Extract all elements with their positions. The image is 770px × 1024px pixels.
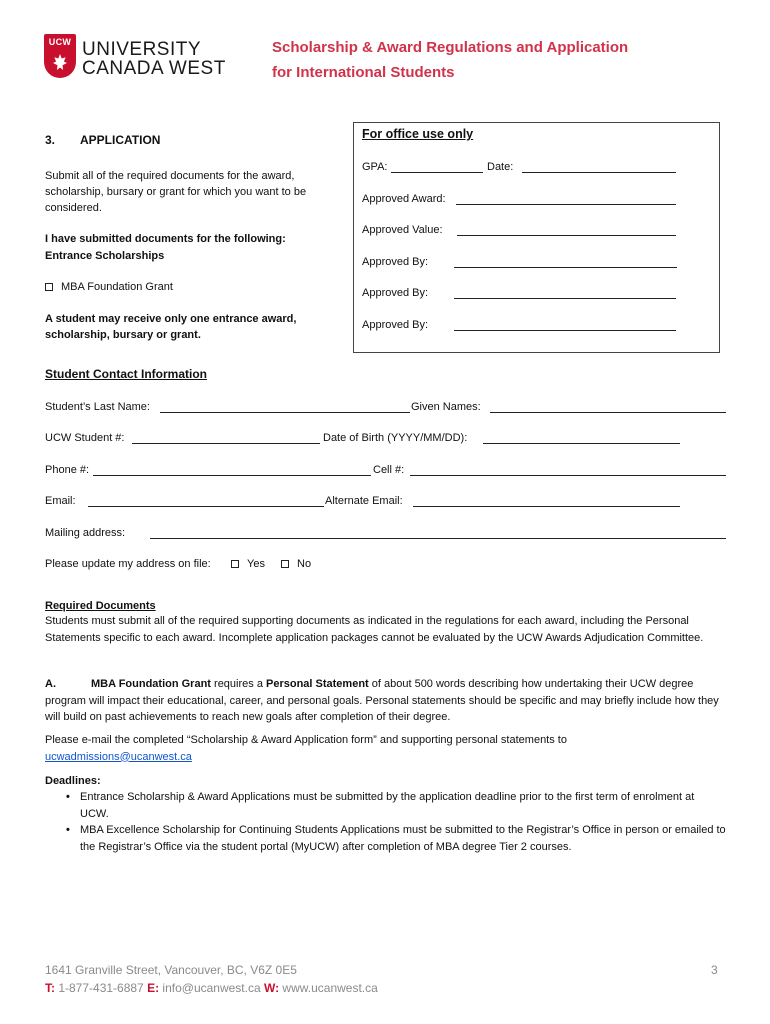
footer-t-label: T:: [45, 981, 55, 995]
footer-email: info@ucanwest.ca: [159, 981, 264, 995]
deadline-item: • Entrance Scholarship & Award Applications must be submitted by the application deadline prior to the first term of enrolment at UCW.: [66, 789, 726, 822]
approved-award-field[interactable]: [456, 193, 676, 205]
mailing-address-field[interactable]: [150, 527, 726, 539]
logo-badge-text: UCW: [48, 37, 72, 47]
submitted-line-1: I have submitted documents for the following:: [45, 233, 286, 245]
admissions-email-link[interactable]: ucwadmissions@ucanwest.ca: [45, 750, 192, 763]
email-note: [45, 732, 735, 765]
given-names-label: Given Names:: [411, 401, 481, 413]
required-docs-text: Students must submit all of the required supporting documents as indicated in the regulations for each award, including the Personal Statements specific to each award. Incomplete application packages cannot be evaluated by the UCW Awards Adjudication Committee.: [45, 615, 704, 644]
option-mba-label: MBA Foundation Grant: [61, 281, 173, 293]
date-label: Date:: [487, 161, 514, 173]
approved-by-field-1[interactable]: [454, 256, 677, 268]
approved-by-label-1: Approved By:: [362, 256, 429, 268]
mailing-address-label: Mailing address:: [45, 527, 126, 539]
footer-w-label: W:: [263, 981, 280, 995]
no-checkbox[interactable]: [281, 560, 289, 568]
cell-label: Cell #:: [373, 464, 405, 476]
office-use-box: [353, 122, 720, 353]
email-field[interactable]: [88, 495, 324, 507]
logo-university: UNIVERSITY: [82, 39, 202, 60]
page-number: 3: [711, 963, 718, 977]
phone-label: Phone #:: [45, 464, 90, 476]
gpa-label: GPA:: [362, 161, 388, 173]
deadlines-list: [66, 789, 726, 855]
footer-address: 1641 Granville Street, Vancouver, BC, V6Z 0E5: [45, 963, 297, 977]
option-mba-foundation[interactable]: [45, 279, 335, 295]
email-label: Email:: [45, 495, 76, 507]
student-number-field[interactable]: [132, 432, 320, 444]
update-yes-option[interactable]: [231, 558, 265, 570]
phone-field[interactable]: [93, 464, 371, 476]
footer-web: www.ucanwest.ca: [279, 981, 378, 995]
title-line-1: Scholarship & Award Regulations and Application: [272, 39, 629, 56]
approved-by-field-2[interactable]: [454, 287, 676, 299]
cell-field[interactable]: [410, 464, 726, 476]
approved-by-field-3[interactable]: [454, 319, 676, 331]
contact-title: Student Contact Information: [45, 367, 207, 381]
dob-label: Date of Birth (YYYY/MM/DD):: [323, 432, 468, 444]
mba-foundation-checkbox[interactable]: [45, 283, 53, 291]
update-no-option[interactable]: [281, 558, 311, 570]
alt-email-field[interactable]: [413, 495, 680, 507]
yes-label: Yes: [247, 558, 265, 570]
deadlines-title: Deadlines:: [45, 775, 101, 787]
grant-text: of about 500 words describing how undertaking their UCW degree program will impact their educational, career, and personal goals. Personal statements should be specific and may briefly include how they will build on past achievements to reach new goals after completion of their degree.: [45, 678, 719, 723]
student-number-label: UCW Student #:: [45, 432, 125, 444]
last-name-label: Student’s Last Name:: [45, 401, 150, 413]
grant-requires: requires a: [210, 678, 266, 690]
update-address-label: Please update my address on file:: [45, 558, 211, 570]
given-names-field[interactable]: [490, 401, 726, 413]
approved-value-field[interactable]: [457, 224, 676, 236]
ucw-logo: [44, 34, 234, 82]
required-docs-title: Required Documents: [45, 600, 156, 612]
last-name-field[interactable]: [160, 401, 410, 413]
footer-contact: [45, 981, 378, 995]
approved-by-label-2: Approved By:: [362, 287, 429, 299]
section-intro: Submit all of the required documents for the award, scholarship, bursary or grant for which you want to be considered.: [45, 170, 307, 214]
no-label: No: [297, 558, 312, 570]
dob-field[interactable]: [483, 432, 680, 444]
section-heading: APPLICATION: [80, 133, 161, 147]
approved-value-label: Approved Value:: [362, 224, 443, 236]
approved-award-label: Approved Award:: [362, 193, 446, 205]
yes-checkbox[interactable]: [231, 560, 239, 568]
date-field[interactable]: [522, 161, 676, 173]
section-number: 3.: [45, 133, 56, 147]
gpa-field[interactable]: [391, 161, 483, 173]
grant-name: MBA Foundation Grant: [91, 678, 211, 690]
entrance-note: A student may receive only one entrance award, scholarship, bursary or grant.: [45, 313, 297, 341]
email-note-text: Please e-mail the completed “Scholarship & Award Application form” and supporting personal statements to: [45, 734, 567, 746]
alt-email-label: Alternate Email:: [325, 495, 403, 507]
maple-leaf-icon: [53, 54, 67, 70]
footer-phone: 1-877-431-6887: [55, 981, 148, 995]
submitted-line-2: Entrance Scholarships: [45, 250, 165, 262]
approved-by-label-3: Approved By:: [362, 319, 429, 331]
logo-canada-west: CANADA WEST: [82, 58, 226, 79]
footer-e-label: E:: [147, 981, 160, 995]
logo-badge: [44, 34, 76, 78]
grant-letter: A.: [45, 678, 56, 690]
office-title: For office use only: [362, 127, 474, 141]
grant-statement: Personal Statement: [266, 678, 369, 690]
title-line-2: for International Students: [272, 64, 455, 81]
grant-paragraph: [45, 676, 735, 726]
page-title: [272, 35, 628, 85]
deadline-item: • MBA Excellence Scholarship for Continuing Students Applications must be submitted to the Registrar’s Office in person or emailed to the Registrar’s Office via the student portal (MyUCW) after completion of MBA degree Tier 2 courses.: [66, 822, 726, 855]
